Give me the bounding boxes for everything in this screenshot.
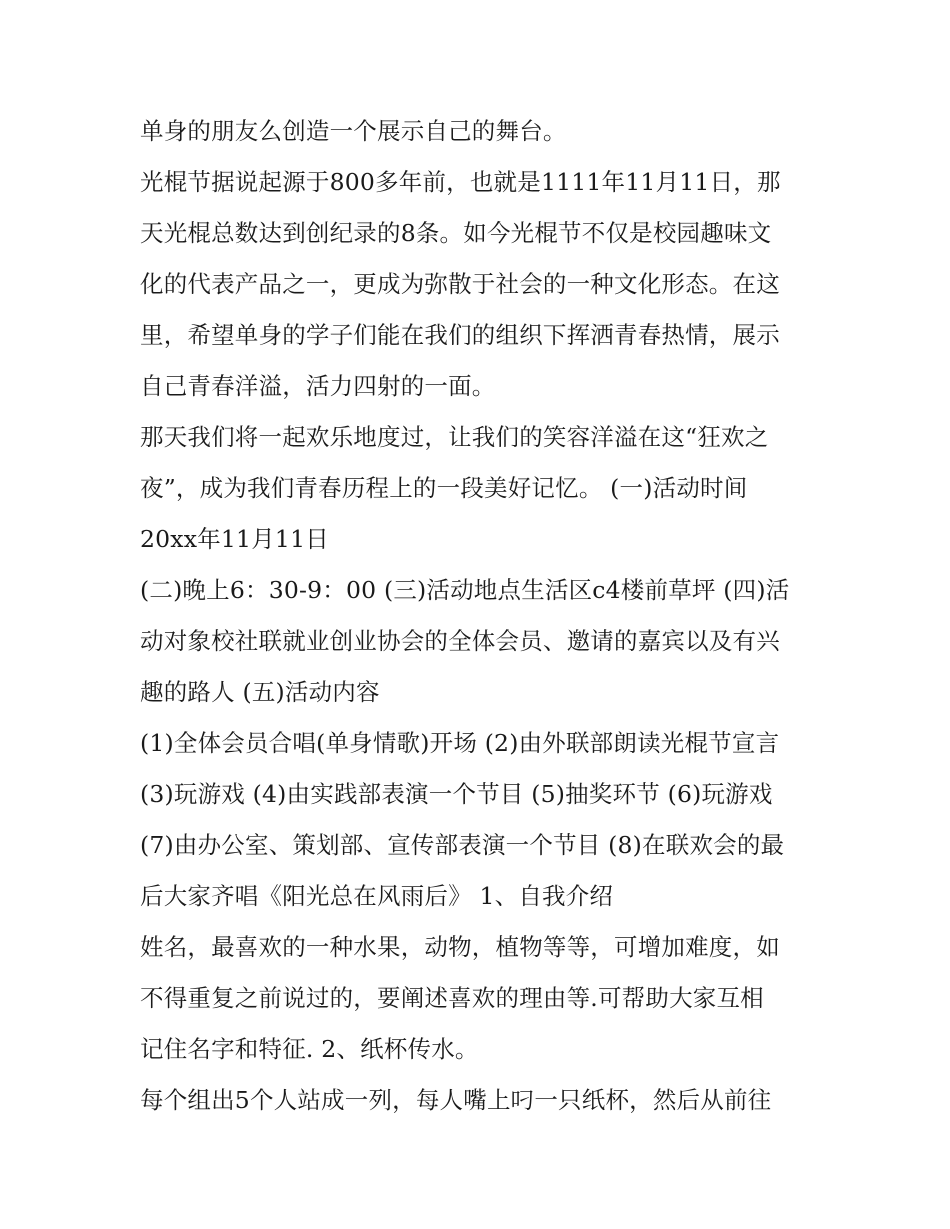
text-line-11: 动对象校社联就业创业协会的全体会员、邀请的嘉宾以及有兴	[140, 627, 780, 655]
text-line-7: 那天我们将一起欢乐地度过，让我们的笑容洋溢在这“狂欢之	[140, 423, 769, 451]
text-line-12: 趣的路人 (五)活动内容	[140, 678, 380, 706]
text-line-15: (7)由办公室、策划部、宣传部表演一个节目 (8)在联欢会的最	[140, 831, 785, 859]
text-line-6: 自己青春洋溢，活力四射的一面。	[140, 372, 496, 400]
text-line-14: (3)玩游戏 (4)由实践部表演一个节目 (5)抽奖环节 (6)玩游戏	[140, 780, 773, 808]
text-line-4: 化的代表产品之一，更成为弥散于社会的一种文化形态。在这	[140, 270, 780, 298]
text-line-19: 记住名字和特征. 2、纸杯传水。	[140, 1035, 479, 1063]
text-line-17: 姓名，最喜欢的一种水果，动物，植物等等，可增加难度，如	[140, 933, 780, 961]
text-line-10: (二)晚上6：30-9：00 (三)活动地点生活区c4楼前草坪 (四)活	[140, 576, 790, 604]
text-line-13: (1)全体会员合唱(单身情歌)开场 (2)由外联部朗读光棍节宣言	[140, 729, 780, 757]
text-line-9: 20xx年11月11日	[140, 525, 329, 553]
text-line-8: 夜”，成为我们青春历程上的一段美好记忆。 (一)活动时间	[140, 474, 748, 502]
text-line-3: 天光棍总数达到创纪录的8条。如今光棍节不仅是校园趣味文	[140, 219, 772, 247]
text-line-2: 光棍节据说起源于800多年前，也就是1111年11月11日，那	[140, 168, 781, 196]
text-line-16: 后大家齐唱《阳光总在风雨后》 1、自我介绍	[140, 882, 614, 910]
text-line-20: 每个组出5个人站成一列，每人嘴上叼一只纸杯，然后从前往	[140, 1086, 772, 1114]
text-line-1: 单身的朋友么创造一个展示自己的舞台。	[140, 117, 567, 145]
text-line-5: 里，希望单身的学子们能在我们的组织下挥洒青春热情，展示	[140, 321, 780, 349]
document-body	[140, 106, 820, 1126]
text-line-18: 不得重复之前说过的，要阐述喜欢的理由等.可帮助大家互相	[140, 984, 764, 1012]
